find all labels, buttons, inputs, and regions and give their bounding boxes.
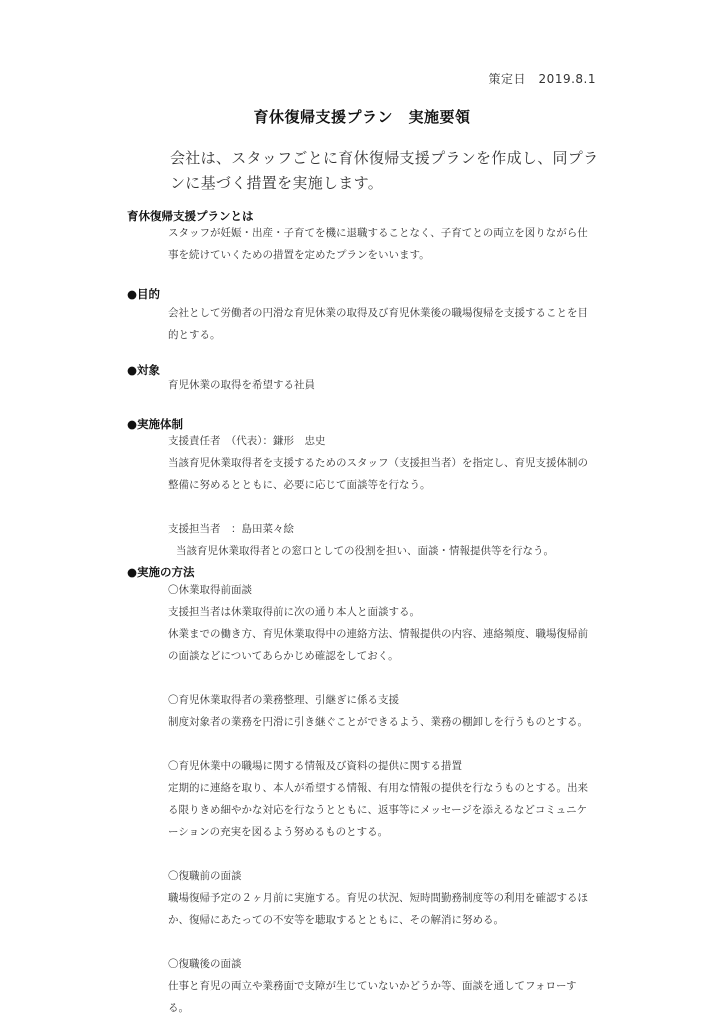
page-title: 育休復帰支援プラン 実施要領: [253, 108, 471, 126]
section-body-purpose: [168, 302, 596, 346]
section-heading-about: 育休復帰支援プランとは: [127, 209, 254, 223]
system-staff-line: 支援担当者 ：島田菜々絵: [168, 523, 294, 535]
method-item-title: 〇復職後の面談: [168, 958, 242, 970]
section-heading-purpose: ●目的: [127, 287, 161, 301]
system-staff-desc: 当該育児休業取得者との窓口としての役割を担い、面談・情報提供等を行なう。: [176, 545, 554, 557]
section-body-method: [168, 579, 596, 1019]
system-manager-desc: 当該育児休業取得者を支援するためのスタッフ（支援担当者）を指定し、育児支援体制の整備に努めるとともに、必要に応じて面談等を行なう。: [168, 457, 588, 491]
section-body-about: [168, 222, 596, 266]
intro-paragraph: 会社は、スタッフごとに育休復帰支援プランを作成し、同プランに基づく措置を実施します。: [170, 149, 599, 192]
document-date: 策定日 2019.8.1: [488, 72, 596, 86]
section-body-target: [168, 374, 596, 396]
method-item-title: 〇休業取得前面談: [168, 584, 252, 596]
section-heading-system: ●実施体制: [127, 417, 184, 431]
system-manager-line: 支援責任者 （代表）：鎌形 忠史: [168, 435, 326, 447]
method-item-title: 〇復職前の面談: [168, 870, 242, 882]
method-item-line: 仕事と育児の両立や業務面で支障が生じていないかどうか等、面談を通してフォローする。: [168, 980, 577, 1014]
target-text: 育児休業の取得を希望する社員: [168, 379, 315, 391]
method-item-line: 制度対象者の業務を円滑に引き継ぐことができるよう、業務の棚卸しを行うものとする。: [168, 716, 588, 728]
section-body-system: [168, 430, 596, 562]
method-item-title: 〇育児休業取得者の業務整理、引継ぎに係る支援: [168, 694, 399, 706]
method-item-title: 〇育児休業中の職場に関する情報及び資料の提供に関する措置: [168, 760, 462, 772]
section-heading-target: ●対象: [127, 363, 161, 377]
purpose-text: 会社として労働者の円滑な育児休業の取得及び育児休業後の職場復帰を支援することを目的とする。: [168, 307, 588, 341]
method-item-line: 定期的に連絡を取り、本人が希望する情報、有用な情報の提供を行なうものとする。出来る限りきめ細やかな対応を行なうとともに、返事等にメッセージを添えるなどコミュニケーションの充実を図るよう努めるものとする。: [168, 782, 588, 838]
method-item-line: 支援担当者は休業取得前に次の通り本人と面談する。: [168, 606, 420, 618]
section-heading-method: ●実施の方法: [127, 565, 195, 579]
about-text: スタッフが妊娠・出産・子育てを機に退職することなく、子育てとの両立を図りながら仕事を続けていくための措置を定めたプランをいいます。: [168, 227, 588, 261]
method-item-line: 休業までの働き方、育児休業取得中の連絡方法、情報提供の内容、連絡頻度、職場復帰前の面談などについてあらかじめ確認をしておく。: [168, 628, 588, 662]
method-item-line: 職場復帰予定の２ヶ月前に実施する。育児の状況、短時間勤務制度等の利用を確認するほか、復帰にあたっての不安等を聴取するとともに、その解消に努める。: [168, 892, 588, 926]
